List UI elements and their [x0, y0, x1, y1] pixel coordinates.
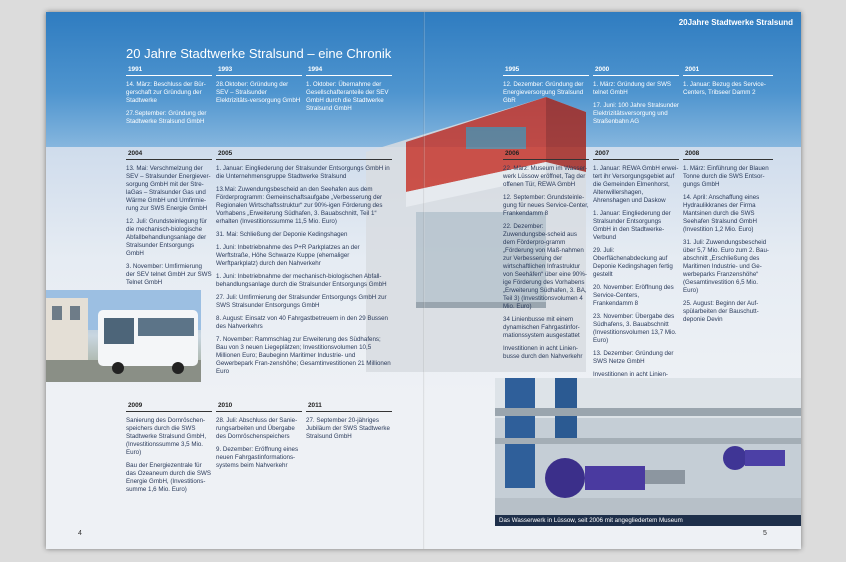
- chronicle-entry: 1. Januar: REWA GmbH erwei-tert ihr Versorgungsgebiet auf die Gemeinden Elmenhorst, Altenwillershagen, Ahrenshagen und Daskow: [593, 165, 679, 204]
- year-label: 2010: [216, 402, 302, 412]
- chronicle-entry: 12. Dezember: Gründung der Energieversorgung Stralsund GbR: [503, 81, 584, 104]
- chronicle-entry: 13.Mai: Zuwendungsbescheid an den Seehafen aus dem Förderprogramm: Gemeinschaftsaufgabe „Verbesserung der Regionalen Wirtschaftsstruktur“ zur 90%-igen Förderung des Vorhabens „Erweiterung Südhafen, 3. Bauabschnitt, Teil 1“ erhalten (Investitionssumme 11,5 Mio. Euro): [216, 186, 383, 225]
- chronicle-entry: 1. März: Einführung der Blauen Tonne durch die SWS Entsor-gungs GmbH: [683, 165, 769, 188]
- chronicle-entry: 1. Juni: Inbetriebnahme der mechanisch-biologischen Abfall-behandlungsanlage durch die Stralsunder Entsorgungs GmbH: [216, 273, 387, 288]
- chronicle-entry: 1. Januar: Bezug des Service-Centers, Tribseer Damm 2: [683, 81, 766, 96]
- year-column-2010: [216, 402, 302, 475]
- chronicle-entry: 9. Dezember: Eröffnung eines neuen Fahrgastinformations-systems beim Nahverkehr: [216, 446, 299, 469]
- year-column-2001: [683, 66, 773, 102]
- chronicle-entry: 14. April: Anschaffung eines Hydraulikkranes der Firma Mantsinen durch die SWS Seehafen Stralsund GmbH (Investition 1,2 Mio. Euro): [683, 194, 760, 233]
- brochure-spread: [46, 12, 801, 549]
- year-column-1994: [306, 66, 392, 118]
- page-title: 20 Jahre Stadtwerke Stralsund – eine Chronik: [126, 46, 392, 61]
- running-head: 20Jahre Stadtwerke Stralsund: [678, 18, 793, 27]
- chronicle-entry: 27. September 20-jähriges Jubiläum der SWS Stadtwerke Stralsund GmbH: [306, 417, 390, 440]
- year-column-2008: [683, 150, 773, 329]
- chronicle-entry: 23. November: Übergabe des Südhafens, 3. Bauabschnitt (Investitionsvolumen 13,7 Mio. Euro): [593, 313, 677, 344]
- waterworks-photo: [495, 378, 801, 525]
- year-label: 2007: [593, 150, 679, 160]
- chronicle-entry: 1. Oktober: Übernahme der Gesellschafteranteile der SEV GmbH durch die Stadtwerke Stralsund GmbH: [306, 81, 389, 112]
- year-label: 2005: [216, 150, 392, 160]
- year-label: 2000: [593, 66, 679, 76]
- chronicle-entry: 27.September: Gründung der Stadtwerke Stralsund GmbH: [126, 110, 207, 125]
- chronicle-entry: 22. März: Museum im Wasser-werk Lüssow eröffnet, Tag der offenen Tür, REWA GmbH: [503, 165, 588, 188]
- page-number-left: 4: [78, 530, 82, 537]
- chronicle-entry: Sanierung des Dornröschen-speichers durch die SWS Stadtwerke Stralsund GmbH, (Investitionssumme 3,5 Mio. Euro): [126, 417, 207, 456]
- year-column-2000: [593, 66, 679, 131]
- year-label: 2011: [306, 402, 392, 412]
- chronicle-entry: 1. Januar: Eingliederung der Stralsunder Entsorgungs GmbH in die Unternehmensgruppe Stadtwerke Stralsund: [216, 165, 390, 180]
- chronicle-entry: 25. August: Beginn der Auf-spülarbeiten der Bauschutt-deponie Devin: [683, 300, 759, 323]
- chronicle-entry: 14. März: Beschluss der Bür-gerschaft zur Gründung der Stadtwerke: [126, 81, 206, 104]
- chronicle-entry: 22. Dezember: Zuwendungsbe-scheid aus dem Förderpro-gramm „Förderung von Maß-nahmen zur Verbesserung der wirtschaftlichen Infrastruktur von Seehäfen“ über eine 90%-ige Förderung des Vorhabens „Erweiterung Südhafen, 3. BA, Teil 3) (Investitionsvolumen 4 Mio. Euro): [503, 223, 587, 310]
- chronicle-entry: 12. September: Grundsteinle-gung für neues Service-Center, Frankendamm 8: [503, 194, 589, 217]
- year-column-2011: [306, 402, 392, 446]
- chronicle-entry: 12. Juli: Grundsteinlegung für die mechanisch-biologische Abfallbehandlungsanlage der Stralsunder Entsorgungs GmbH: [126, 218, 207, 257]
- chronicle-entry: 17. Juni: 100 Jahre Stralsunder Elektrizitätsversorgung und Straßenbahn AG: [593, 102, 679, 125]
- year-column-2007: [593, 150, 679, 392]
- page-number-right: 5: [763, 530, 767, 537]
- chronicle-entry: 1. Juni: Inbetriebnahme des P+R Parkplatzes an der Werftstraße, Höhe Schwarze Kuppe (ehemaliger Werftparkplatz) durch den Nahverkehr: [216, 244, 360, 267]
- year-column-2004: [126, 150, 212, 292]
- chronicle-entry: 31. Juli: Zuwendungsbescheid über 5,7 Mio. Euro zum 2. Bau-abschnitt „Erschließung des Maritimen Industrie- und Ge-werbeparks Franzenshöhe“ (Gesamtinvestition 6,5 Mio. Euro): [683, 239, 769, 294]
- page-gutter: [423, 12, 425, 549]
- chronicle-entry: Bau der Energiezentrale für das Ozeaneum durch die SWS Energie GmbH, (Investitions-summe 1,6 Mio. Euro): [126, 462, 211, 493]
- chronicle-entry: Investitionen in acht Linien-busse durch den Nahverkehr: [503, 345, 583, 360]
- chronicle-entry: 31. Mai: Schließung der Deponie Kedingshagen: [216, 231, 348, 238]
- year-column-2006: [503, 150, 589, 366]
- chronicle-entry: 8. August: Einsatz von 40 Fahrgastbetreuern in den 29 Bussen des Nahverkehrs: [216, 315, 388, 330]
- year-column-1993: [216, 66, 302, 110]
- chronicle-entry: 13. Mai: Verschmelzung der SEV – Stralsunder Energiever-sorgung GmbH mit der Stre-laGas – Stralsunder Gas und Wärme GmbH und Umfirmie-rung zur SWS Energie GmbH: [126, 165, 211, 212]
- bus-photo: [46, 290, 201, 382]
- year-column-1995: [503, 66, 589, 110]
- chronicle-entry: 13. Dezember: Gründung der SWS Netze GmbH: [593, 350, 674, 365]
- year-column-2005: [216, 150, 392, 381]
- chronicle-entry: 1. Januar: Eingliederung der Stralsunder Entsorgungs GmbH in den Stadtwerke-Verbund: [593, 210, 671, 241]
- year-label: 2008: [683, 150, 773, 160]
- year-label: 1991: [126, 66, 212, 76]
- year-label: 1993: [216, 66, 302, 76]
- year-label: 1995: [503, 66, 589, 76]
- chronicle-entry: 7. November: Rammschlag zur Erweiterung des Südhafens; Bau von 3 neuen Liegeplätzen; Investitionsvolumen 10,5 Millionen Euro; Baubeginn Maritimer Industrie- und Gewerbepark Fran-zenshöhe; Gesamtinvestitionen 21 Millionen Euro: [216, 336, 391, 375]
- year-label: 2006: [503, 150, 589, 160]
- year-column-2009: [126, 402, 212, 499]
- year-label: 2004: [126, 150, 212, 160]
- photo-caption: Das Wasserwerk in Lüssow, seit 2006 mit angegliedertem Museum: [495, 515, 801, 526]
- chronicle-entry: 28. Juli: Abschluss der Sanie-rungsarbeiten und Übergabe des Dornröschenspeichers: [216, 417, 298, 440]
- year-label: 2001: [683, 66, 773, 76]
- chronicle-entry: 29. Juli: Oberflächenabdeckung auf Deponie Kedingshagen fertig gestellt: [593, 247, 673, 278]
- chronicle-entry: 20. November: Eröffnung des Service-Centers, Frankendamm 8: [593, 284, 674, 307]
- chronicle-entry: 27. Juli: Umfirmierung der Stralsunder Entsorgungs GmbH zur SWS Stralsunder Entsorgungs GmbH: [216, 294, 387, 309]
- chronicle-entry: 28.Oktober: Gründung der SEV – Stralsunder Elektrizitäts-versorgung GmbH: [216, 81, 301, 104]
- chronicle-entry: Investitionen in acht Linien-: [593, 371, 668, 378]
- chronicle-entry: 34 Linienbusse mit einem dynamischen Fahrgastinfor-mationssystem ausgestattet: [503, 316, 580, 339]
- year-column-1991: [126, 66, 212, 131]
- chronicle-entry: 1. März: Gründung der SWS telnet GmbH: [593, 81, 672, 96]
- chronicle-entry: 3. November: Umfirmierung der SEV telnet GmbH zur SWS Telnet GmbH: [126, 263, 212, 286]
- year-label: 2009: [126, 402, 212, 412]
- year-label: 1994: [306, 66, 392, 76]
